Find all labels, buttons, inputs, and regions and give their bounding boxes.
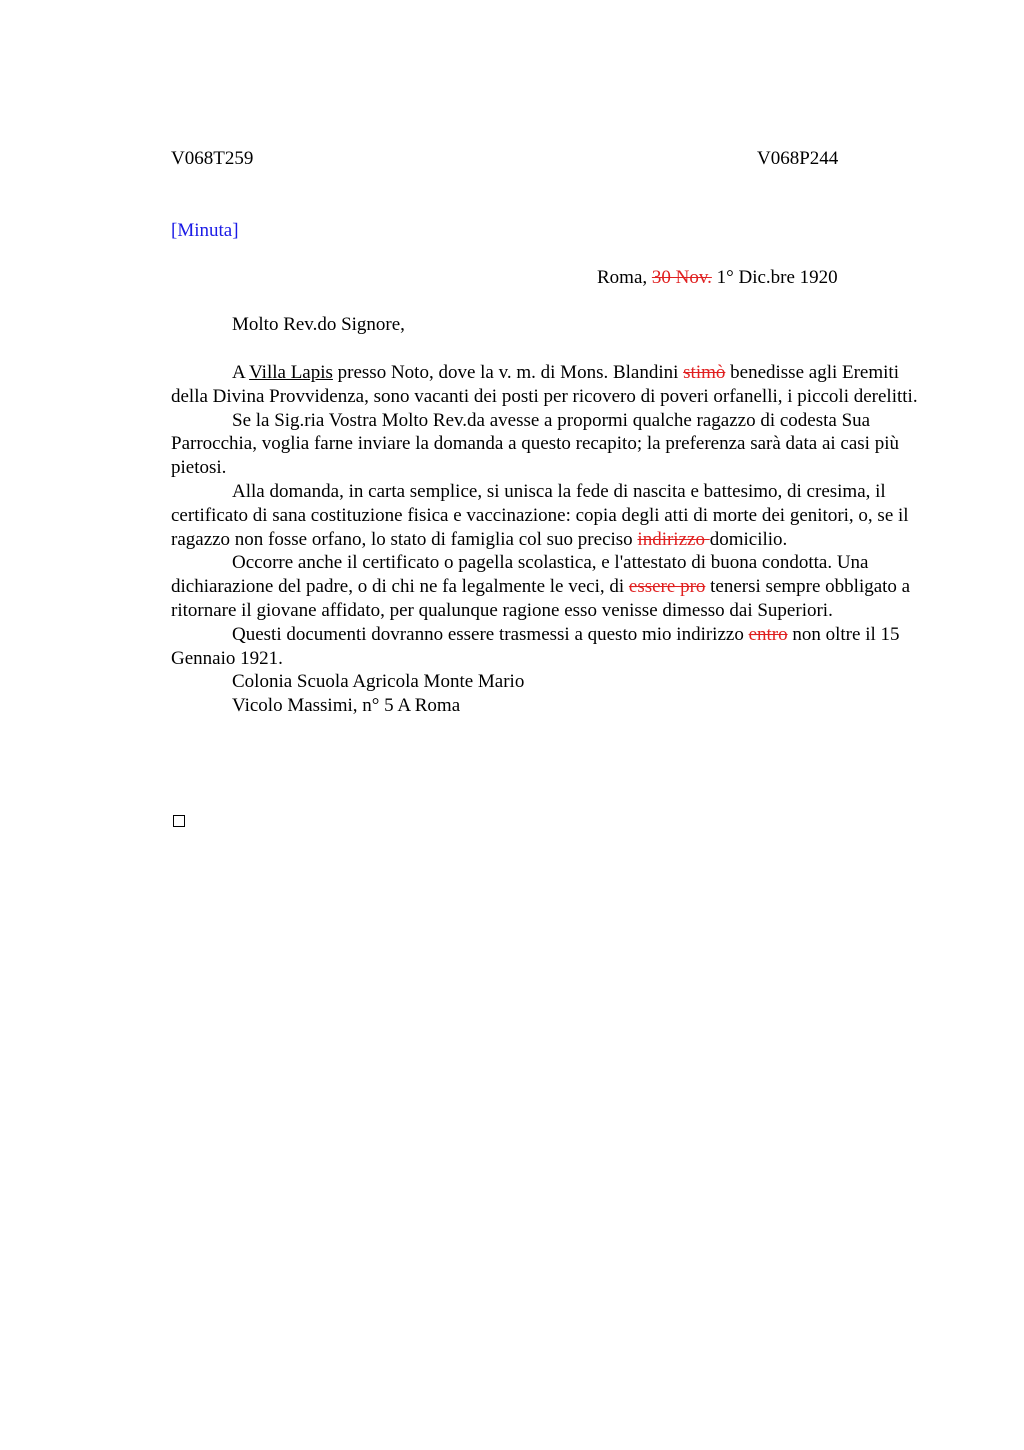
- draft-label: [Minuta]: [171, 220, 239, 241]
- square-mark-icon: [173, 815, 185, 827]
- reference-code-left: V068T259: [171, 148, 254, 169]
- p5-deleted-text: entro: [748, 623, 788, 645]
- p4-text-b: tenersi sempre obbligato a ritornare il giovane affidato, per qualunque ragione esso venisse dimesso dai Superiori.: [171, 576, 911, 621]
- p3-text-a: Alla domanda, in carta semplice, si unisca la fede di nascita e battesimo, di cresima, il certificato di sana costituzione fisica e vaccinazione: copia degli atti di morte dei genitori, o, se il ragazzo non fosse orfano, lo stato di famiglia col suo preciso: [171, 480, 909, 550]
- p4-text-a: Occorre anche il certificato o pagella scolastica, e l'attestato di buona condotta. Una dichiarazione del padre, o di chi ne fa legalmente le veci, di: [171, 552, 869, 598]
- p3-deleted-text: indirizzo: [637, 528, 710, 550]
- paragraph-1: [171, 361, 931, 409]
- p1-text-a: A: [232, 362, 250, 383]
- paragraph-4: [171, 551, 931, 622]
- paragraph-2: Se la Sig.ria Vostra Molto Rev.da avesse a propormi qualche ragazzo di codesta Sua Parrocchia, voglia farne inviare la domanda a questo recapito; la preferenza sarà data ai casi più pietosi.: [171, 409, 899, 479]
- p3-text-b: domicilio.: [709, 528, 788, 550]
- address-line-2: Vicolo Massimi, n° 5 A Roma: [232, 695, 461, 717]
- paragraph-5: [171, 623, 931, 671]
- dateline-deleted-text: 30 Nov.: [651, 267, 712, 288]
- p1-text-c: benedisse agli Eremiti della Divina Provvidenza, sono vacanti dei posti per ricovero di poveri orfanelli, i piccoli derelitti.: [171, 362, 918, 407]
- paragraph-3: [171, 480, 931, 551]
- dateline: [597, 266, 838, 290]
- reference-code-right: V068P244: [757, 148, 839, 169]
- salutation: Molto Rev.do Signore,: [232, 314, 405, 335]
- p1-text-b: presso Noto, dove la v. m. di Mons. Blandini: [332, 362, 684, 383]
- p4-deleted-text: essere pro: [628, 576, 706, 598]
- address-line-1: Colonia Scuola Agricola Monte Mario: [232, 671, 525, 693]
- p5-text-b: non oltre il 15 Gennaio 1921.: [171, 623, 900, 669]
- p1-deleted-text: stimò: [683, 362, 726, 383]
- letter-body: [171, 361, 931, 718]
- underlined-place-name: Villa Lapis: [249, 362, 333, 383]
- dateline-date: 1° Dic.bre 1920: [716, 267, 838, 288]
- dateline-place: Roma,: [597, 267, 648, 288]
- p5-text-a: Questi documenti dovranno essere trasmessi a questo mio indirizzo: [232, 623, 749, 645]
